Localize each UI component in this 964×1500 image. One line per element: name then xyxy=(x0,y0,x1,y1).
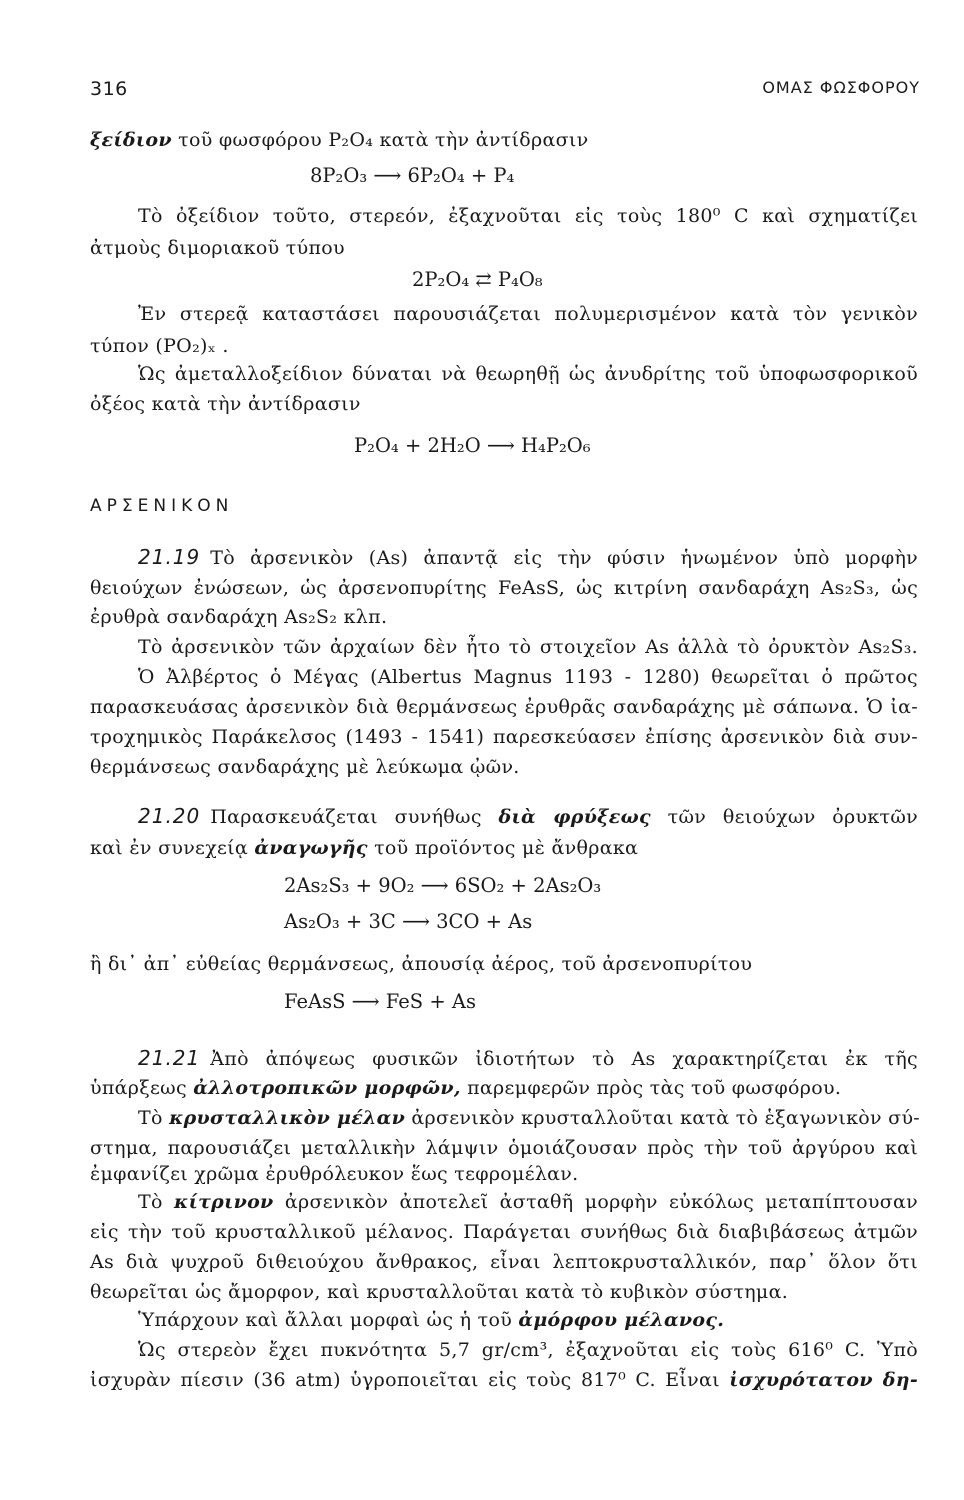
formula: As₂S₂ xyxy=(284,606,338,628)
formula: (PO₂)ₓ . xyxy=(155,335,229,357)
text-line: ὑπάρξεως ἀλλοτροπικῶν μορφῶν, παρεμφερῶν πρὸς τὰς τοῦ φωσφόρου. xyxy=(90,1077,842,1099)
text-line: τύπον (PO₂)ₓ . xyxy=(90,335,229,357)
formula: P₂O₄ xyxy=(328,129,374,151)
page-number: 316 xyxy=(90,78,128,100)
formula: As₂S₃. xyxy=(858,636,919,658)
equation-3: P₂O₄ + 2H₂O ⟶ H₄P₂O₆ xyxy=(354,434,591,457)
equation-5: As₂O₃ + 3C ⟶ 3CO + As xyxy=(284,910,533,933)
text-line: Ὡς ἀμεταλλοξείδιον δύναται νὰ θεωρηθῇ ὡς ἀνυδρίτης τοῦ ὑποφωσφορικοῦ xyxy=(138,363,918,385)
text-line: ἰσχυρὰν πίεσιν (36 atm) ὑγροποιεῖται εἰς τοὺς 817⁰ C. Εἶναι ἰσχυρότατον δη- xyxy=(90,1369,918,1391)
equation-1: 8P₂O₃ ⟶ 6P₂O₄ + P₄ xyxy=(310,164,515,187)
paragraph-21-20-line: 21.20 Παρασκευάζεται συνήθως διὰ φρύξεως τῶν θειούχων ὀρυκτῶν xyxy=(138,804,918,828)
text-line: Ὑπάρχουν καὶ ἄλλαι μορφαὶ ὡς ἡ τοῦ ἀμόρφου μέλανος. xyxy=(138,1309,725,1331)
equation-2: 2P₂O₄ ⇄ P₄O₈ xyxy=(412,268,543,291)
text-line: Τὸ ὀξείδιον τοῦτο, στερεόν, ἐξαχνοῦται εἰς τοὺς 180⁰ C καὶ σχηματίζει xyxy=(138,205,918,227)
paragraph-number: 21.20 xyxy=(138,804,201,828)
text-line: Τὸ κίτρινον ἀρσενικὸν ἀποτελεῖ ἀσταθῆ μορφὴν εὐκόλως μεταπίπτουσαν xyxy=(138,1191,919,1213)
emphasis-word: κίτρινον xyxy=(174,1191,274,1213)
emphasis-word: ξείδιον xyxy=(90,129,172,151)
text-line: θερμάνσεως σανδαράχης μὲ λεύκωμα ᾠῶν. xyxy=(90,756,520,778)
text-line: εἰς τὴν τοῦ κρυσταλλικοῦ μέλανος. Παράγεται συνήθως διὰ διαβιβάσεως ἀτμῶν xyxy=(90,1221,918,1243)
paragraph-number: 21.21 xyxy=(138,1046,201,1070)
paragraph-21-21-line: 21.21 Ἀπὸ ἀπόψεως φυσικῶν ἰδιοτήτων τὸ As χαρακτηρίζεται ἐκ τῆς xyxy=(138,1046,918,1070)
emphasis-word: ἀναγωγῆς xyxy=(254,837,368,859)
text-line: Ἐν στερεᾷ καταστάσει παρουσιάζεται πολυμερισμένον κατὰ τὸν γενικὸν xyxy=(138,303,918,325)
section-title: ΑΡΣΕΝΙΚΟΝ xyxy=(90,496,234,516)
text-line: Ὁ Ἀλβέρτος ὁ Μέγας (Albertus Magnus 1193 - 1280) θεωρεῖται ὁ πρῶτος xyxy=(138,666,918,688)
text-line: ἀτμοὺς διμοριακοῦ τύπου xyxy=(90,237,345,259)
emphasis-word: ἀλλοτροπικῶν μορφῶν, xyxy=(193,1077,461,1099)
paragraph-21-19-line: 21.19 Τὸ ἀρσενικὸν (As) ἀπαντᾷ εἰς τὴν φύσιν ἡνωμένον ὑπὸ μορφὴν xyxy=(138,545,918,569)
paragraph-number: 21.19 xyxy=(138,545,201,569)
text-line: ἐμφανίζει χρῶμα ἐρυθρόλευκον ἕως τεφρομέλαν. xyxy=(90,1163,579,1185)
equation-6: FeAsS ⟶ FeS + As xyxy=(284,990,476,1013)
text-line: ἢ δι᾽ ἀπ᾽ εὐθείας θερμάνσεως, ἀπουσίᾳ ἀέρος, τοῦ ἀρσενοπυρίτου xyxy=(90,953,753,975)
emphasis-word: ἰσχυρότατον δη- xyxy=(729,1369,918,1391)
emphasis-word: διὰ φρύξεως xyxy=(498,806,651,828)
text-line: Τὸ ἀρσενικὸν τῶν ἀρχαίων δὲν ἦτο τὸ στοιχεῖον As ἀλλὰ τὸ ὀρυκτὸν As₂S₃. xyxy=(138,636,919,658)
text-line: ξείδιον τοῦ φωσφόρου P₂O₄ κατὰ τὴν ἀντίδρασιν xyxy=(90,129,589,151)
text-line: θειούχων ἐνώσεων, ὡς ἀρσενοπυρίτης FeAsS, ὡς κιτρίνη σανδαράχη As₂S₃, ὡς xyxy=(90,577,919,599)
text-line: Ὡς στερεὸν ἔχει πυκνότητα 5,7 gr/cm³, ἐξαχνοῦται εἰς τοὺς 616⁰ C. Ὑπὸ xyxy=(138,1339,918,1361)
emphasis-word: κρυσταλλικὸν μέλαν xyxy=(169,1107,406,1129)
text-line: ὀξέος κατὰ τὴν ἀντίδρασιν xyxy=(90,393,361,415)
text-line: ἐρυθρὰ σανδαράχη As₂S₂ κλπ. xyxy=(90,606,388,628)
text-line: τροχημικὸς Παράκελσος (1493 - 1541) παρεσκεύασεν ἐπίσης ἀρσενικὸν διὰ συν- xyxy=(90,726,918,748)
formula: As₂S₃ xyxy=(820,577,874,599)
equation-4: 2As₂S₃ + 9O₂ ⟶ 6SO₂ + 2As₂O₃ xyxy=(284,874,602,897)
text-line: παρασκευάσας ἀρσενικὸν διὰ θερμάνσεως ἐρυθρᾶς σανδαράχης μὲ σάπωνα. Ὁ ἰα- xyxy=(90,696,918,718)
text-line: Τὸ κρυσταλλικὸν μέλαν ἀρσενικὸν κρυσταλλοῦται κατὰ τὸ ἑξαγωνικὸν σύ- xyxy=(138,1107,921,1129)
text-line: As διὰ ψυχροῦ διθειούχου ἄνθρακος, εἶναι λεπτοκρυσταλλικόν, παρ᾽ ὅλον ὅτι xyxy=(90,1251,918,1273)
running-title: ΟΜΑΣ ΦΩΣΦΟΡΟΥ xyxy=(762,78,920,97)
emphasis-word: ἀμόρφου μέλανος. xyxy=(518,1309,725,1331)
text-line: θεωρεῖται ὡς ἄμορφον, καὶ κρυσταλλοῦται κατὰ τὸ κυβικὸν σύστημα. xyxy=(90,1281,789,1303)
text-line: στημα, παρουσιάζει μεταλλικὴν λάμψιν ὁμοιάζουσαν πρὸς τὴν τοῦ ἀργύρου καὶ xyxy=(90,1137,918,1159)
text-line: καὶ ἐν συνεχείᾳ ἀναγωγῆς τοῦ προϊόντος μὲ ἄνθρακα xyxy=(90,837,639,859)
